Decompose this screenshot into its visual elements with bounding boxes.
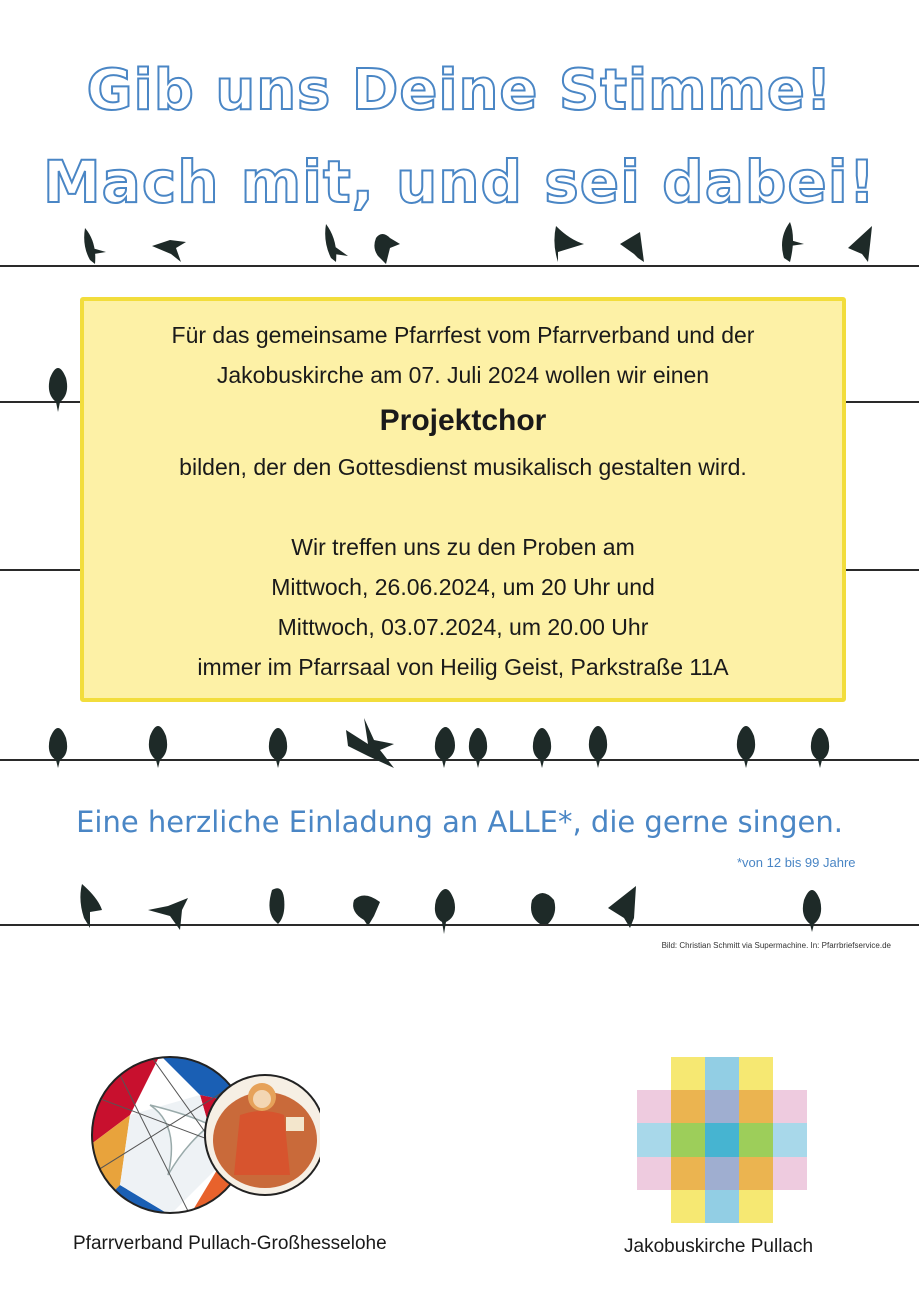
bird-icon xyxy=(84,228,106,264)
rehearsal-location: immer im Pfarrsaal von Heilig Geist, Parkstraße 11A xyxy=(197,654,729,680)
bird-icon xyxy=(49,368,67,412)
bird-icon xyxy=(325,224,348,262)
rehearsal-date-1: Mittwoch, 26.06.2024, um 20 Uhr und xyxy=(271,574,655,600)
bird-icon xyxy=(782,222,804,262)
bird-icon xyxy=(531,893,555,924)
bird-icon xyxy=(848,226,872,262)
announcement-box xyxy=(80,297,846,702)
bird-icon xyxy=(533,728,551,768)
bird-icon xyxy=(152,240,186,262)
pfarrverband-caption: Pfarrverband Pullach-Großhesselohe xyxy=(73,1233,387,1254)
bird-icon xyxy=(737,726,755,768)
bird-icon xyxy=(811,728,829,768)
bird-icon xyxy=(49,728,67,768)
jakobuskirche-caption: Jakobuskirche Pullach xyxy=(624,1236,814,1257)
intro-line-2: Jakobuskirche am 07. Juli 2024 wollen wir einen xyxy=(216,362,710,388)
bird-icon xyxy=(589,726,607,768)
bird-icon xyxy=(80,884,102,928)
rehearsal-intro: Wir treffen uns zu den Proben am xyxy=(291,534,635,560)
choir-title: Projektchor xyxy=(379,404,547,437)
bird-icon xyxy=(554,226,584,262)
image-credit: Bild: Christian Schmitt via Supermachine. In: Pfarrbriefservice.de xyxy=(661,941,891,950)
invitation-text: Eine herzliche Einladung an ALLE*, die gerne singen. xyxy=(76,805,843,839)
bird-icon xyxy=(374,234,400,264)
age-note: *von 12 bis 99 Jahre xyxy=(737,855,856,870)
rehearsal-date-2: Mittwoch, 03.07.2024, um 20.00 Uhr xyxy=(277,614,649,640)
headline-line-1: Gib uns Deine Stimme! xyxy=(86,58,833,123)
intro-line-3: bilden, der den Gottesdienst musikalisch gestalten wird. xyxy=(179,454,747,480)
bird-icon xyxy=(620,232,644,262)
bird-icon xyxy=(269,728,287,768)
bird-icon xyxy=(353,895,380,926)
intro-line-1: Für das gemeinsame Pfarrfest vom Pfarrverband und der xyxy=(171,322,755,348)
bird-icon xyxy=(435,889,455,934)
pfarrverband-logo xyxy=(90,1055,320,1225)
spacer xyxy=(84,487,842,527)
bird-icon xyxy=(608,886,636,928)
bird-icon xyxy=(269,888,284,924)
headline-line-2: Mach mit, und sei dabei! xyxy=(42,148,877,216)
bird-icon xyxy=(435,727,455,768)
jakobuskirche-logo xyxy=(637,1057,807,1223)
bird-icon xyxy=(469,728,487,768)
bird-icon xyxy=(149,726,167,768)
